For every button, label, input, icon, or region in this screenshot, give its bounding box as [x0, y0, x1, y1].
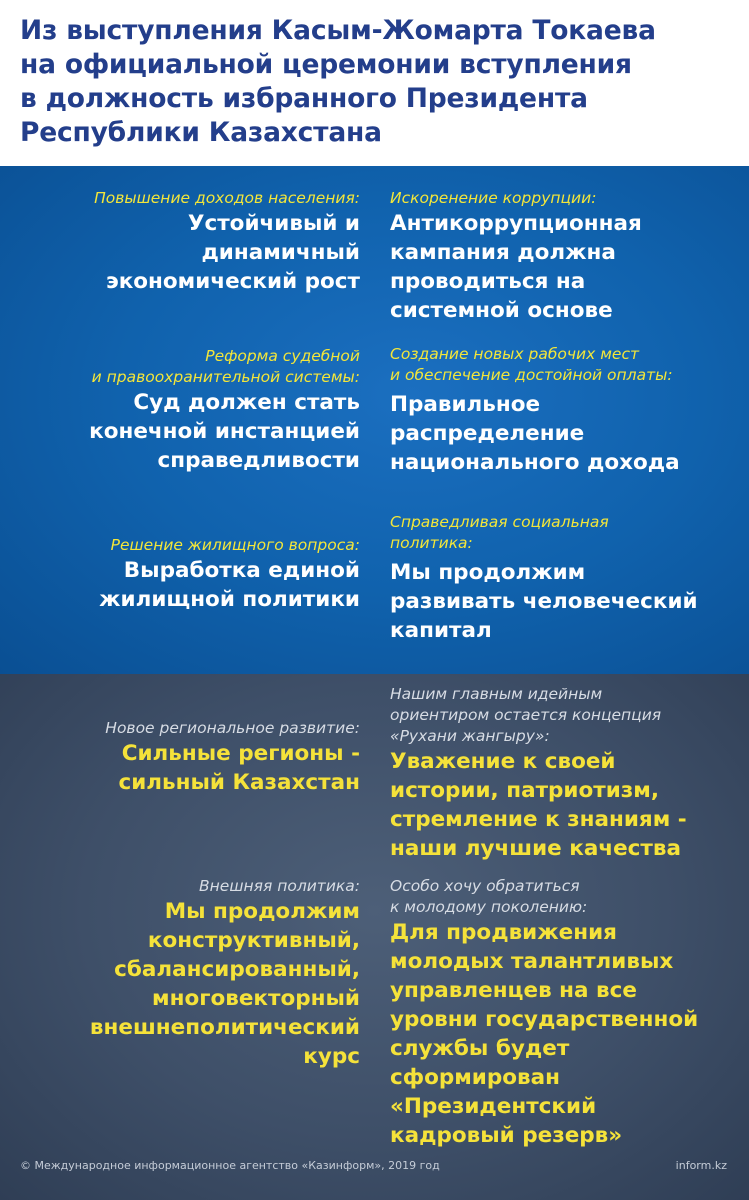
quote-text: Мы продолжим конструктивный, сбалансированный, многовекторный внешнеполитический курс [89, 899, 360, 1069]
quote-text: Мы продолжим развивать человеческий капитал [390, 560, 698, 643]
site-link[interactable]: inform.kz [675, 1159, 727, 1172]
quote-label: Создание новых рабочих мест и обеспечение достойной оплаты: [390, 345, 673, 384]
header [0, 0, 749, 166]
quote-label: Искоренение коррупции: [390, 189, 597, 207]
quote-block-judicial [89, 346, 360, 475]
quote-label: Внешняя политика: [199, 877, 360, 895]
quote-text: Правильное распределение национального дохода [390, 392, 680, 475]
quote-label: Особо хочу обратиться к молодому поколению: [390, 877, 588, 916]
quote-text: Уважение к своей истории, патриотизм, стремление к знаниям - наши лучшие качества [390, 749, 687, 861]
quote-block-corruption [390, 188, 642, 325]
quote-text: Антикоррупционная кампания должна проводиться на системной основе [390, 211, 642, 323]
quote-block-jobs [390, 344, 680, 477]
quote-label: Нашим главным идейным ориентиром остается концепция «Рухани жангыру»: [390, 685, 662, 745]
quote-label: Реформа судебной и правоохранительной системы: [91, 347, 360, 386]
quote-block-regional [105, 718, 360, 797]
quote-label: Решение жилищного вопроса: [110, 536, 360, 554]
quote-block-youth [390, 876, 698, 1150]
quote-block-foreign-policy [90, 876, 360, 1071]
quote-label: Повышение доходов населения: [94, 189, 360, 207]
quote-block-income [94, 188, 360, 296]
page-title: Из выступления Касым-Жомарта Токаева на официальной церемонии вступления в должность избранного Президента Республики Казахстана [20, 15, 656, 148]
quote-block-rukhani [390, 684, 687, 863]
quote-text: Устойчивый и динамичный экономический рост [105, 211, 360, 294]
quote-text: Для продвижения молодых талантливых управленцев на все уровни государственной службы будет сформирован «Президентский кадровый резерв» [390, 920, 699, 1148]
quote-text: Сильные регионы - сильный Казахстан [118, 741, 360, 795]
quote-text: Суд должен стать конечной инстанцией справедливости [89, 390, 360, 473]
quote-text: Выработка единой жилищной политики [99, 558, 360, 612]
quote-block-housing [99, 535, 360, 614]
copyright-text: © Международное информационное агентство «Казинформ», 2019 год [20, 1159, 440, 1172]
quote-label: Новое региональное развитие: [105, 719, 360, 737]
quote-label: Справедливая социальная политика: [390, 513, 609, 552]
quote-block-social [390, 512, 698, 645]
